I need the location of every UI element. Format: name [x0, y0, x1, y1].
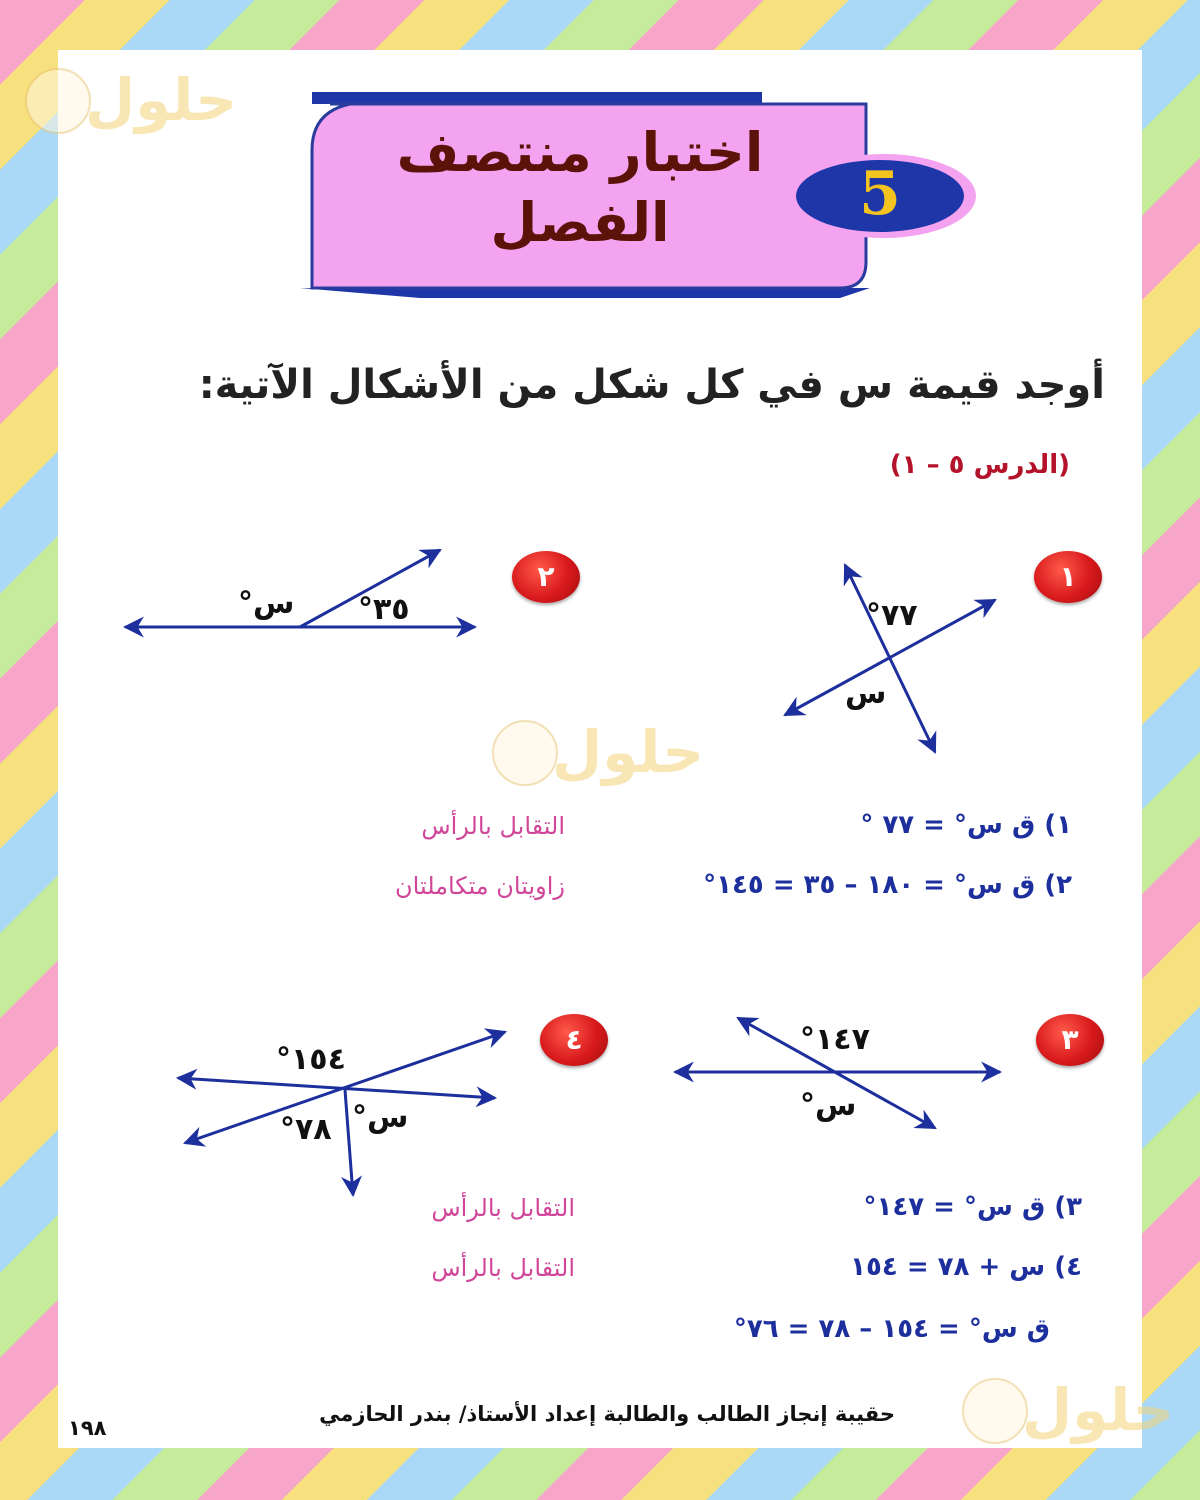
solution-3-note: التقابل بالرأس [431, 1194, 575, 1222]
solution-4-note: التقابل بالرأس [431, 1254, 575, 1282]
figure-4-number-badge: ٤ [540, 1014, 608, 1066]
figure-3-angle-label: ١٤٧° [800, 1022, 870, 1057]
solution-4-text: ٤) س + ٧٨ = ١٥٤ [850, 1252, 1082, 1282]
solution-1-text: ١) ق س° = ٧٧ ° [860, 810, 1072, 840]
figure-1-lines [785, 565, 995, 752]
figure-3-number-badge: ٣ [1036, 1014, 1104, 1066]
watermark-text: حلول [1021, 1376, 1174, 1444]
footer-credit: حقيبة إنجاز الطالب والطالبة إعداد الأستاذ/ بندر الحازمي [319, 1402, 895, 1426]
watermark-text: حلول [84, 66, 237, 134]
chapter-number: 5 [859, 159, 901, 229]
figure-4-line-a [178, 1078, 495, 1098]
title-line-2: الفصل [490, 191, 670, 254]
solution-2-note: زاويتان متكاملتان [395, 872, 565, 900]
figure-1-angle-label: ٧٧° [866, 598, 918, 633]
figure-1-x-label: س [845, 676, 887, 711]
figure-2-lines [125, 550, 475, 627]
figure-4-x-label: س° [352, 1100, 409, 1135]
figure-2-number-badge: ٢ [512, 551, 580, 603]
page-number: ١٩٨ [68, 1416, 107, 1440]
solution-3-text: ٣) ق س° = ١٤٧° [863, 1192, 1082, 1222]
figure-1-number-badge: ١ [1034, 551, 1102, 603]
figure-3-x-label: س° [800, 1088, 857, 1123]
solution-2-text: ٢) ق س° = ١٨٠ – ٣٥ = ١٤٥° [703, 870, 1072, 900]
title-line-1: اختبار منتصف [396, 121, 764, 184]
solution-1-note: التقابل بالرأس [421, 812, 565, 840]
instruction-text: أوجد قيمة س في كل شكل من الأشكال الآتية: [198, 362, 1105, 408]
watermark-text: حلول [551, 718, 704, 786]
lesson-reference: (الدرس ٥ – ١) [889, 450, 1070, 480]
figure-2-x-label: س° [238, 586, 295, 621]
figure-2-angle-label: ٣٥° [358, 592, 410, 627]
figure-4-angle-label-b: ٧٨° [280, 1112, 332, 1147]
figure-4-angle-label-a: ١٥٤° [276, 1042, 346, 1077]
solution-4-step-2: ق س° = ١٥٤ – ٧٨ = ٧٦° [733, 1314, 1050, 1344]
